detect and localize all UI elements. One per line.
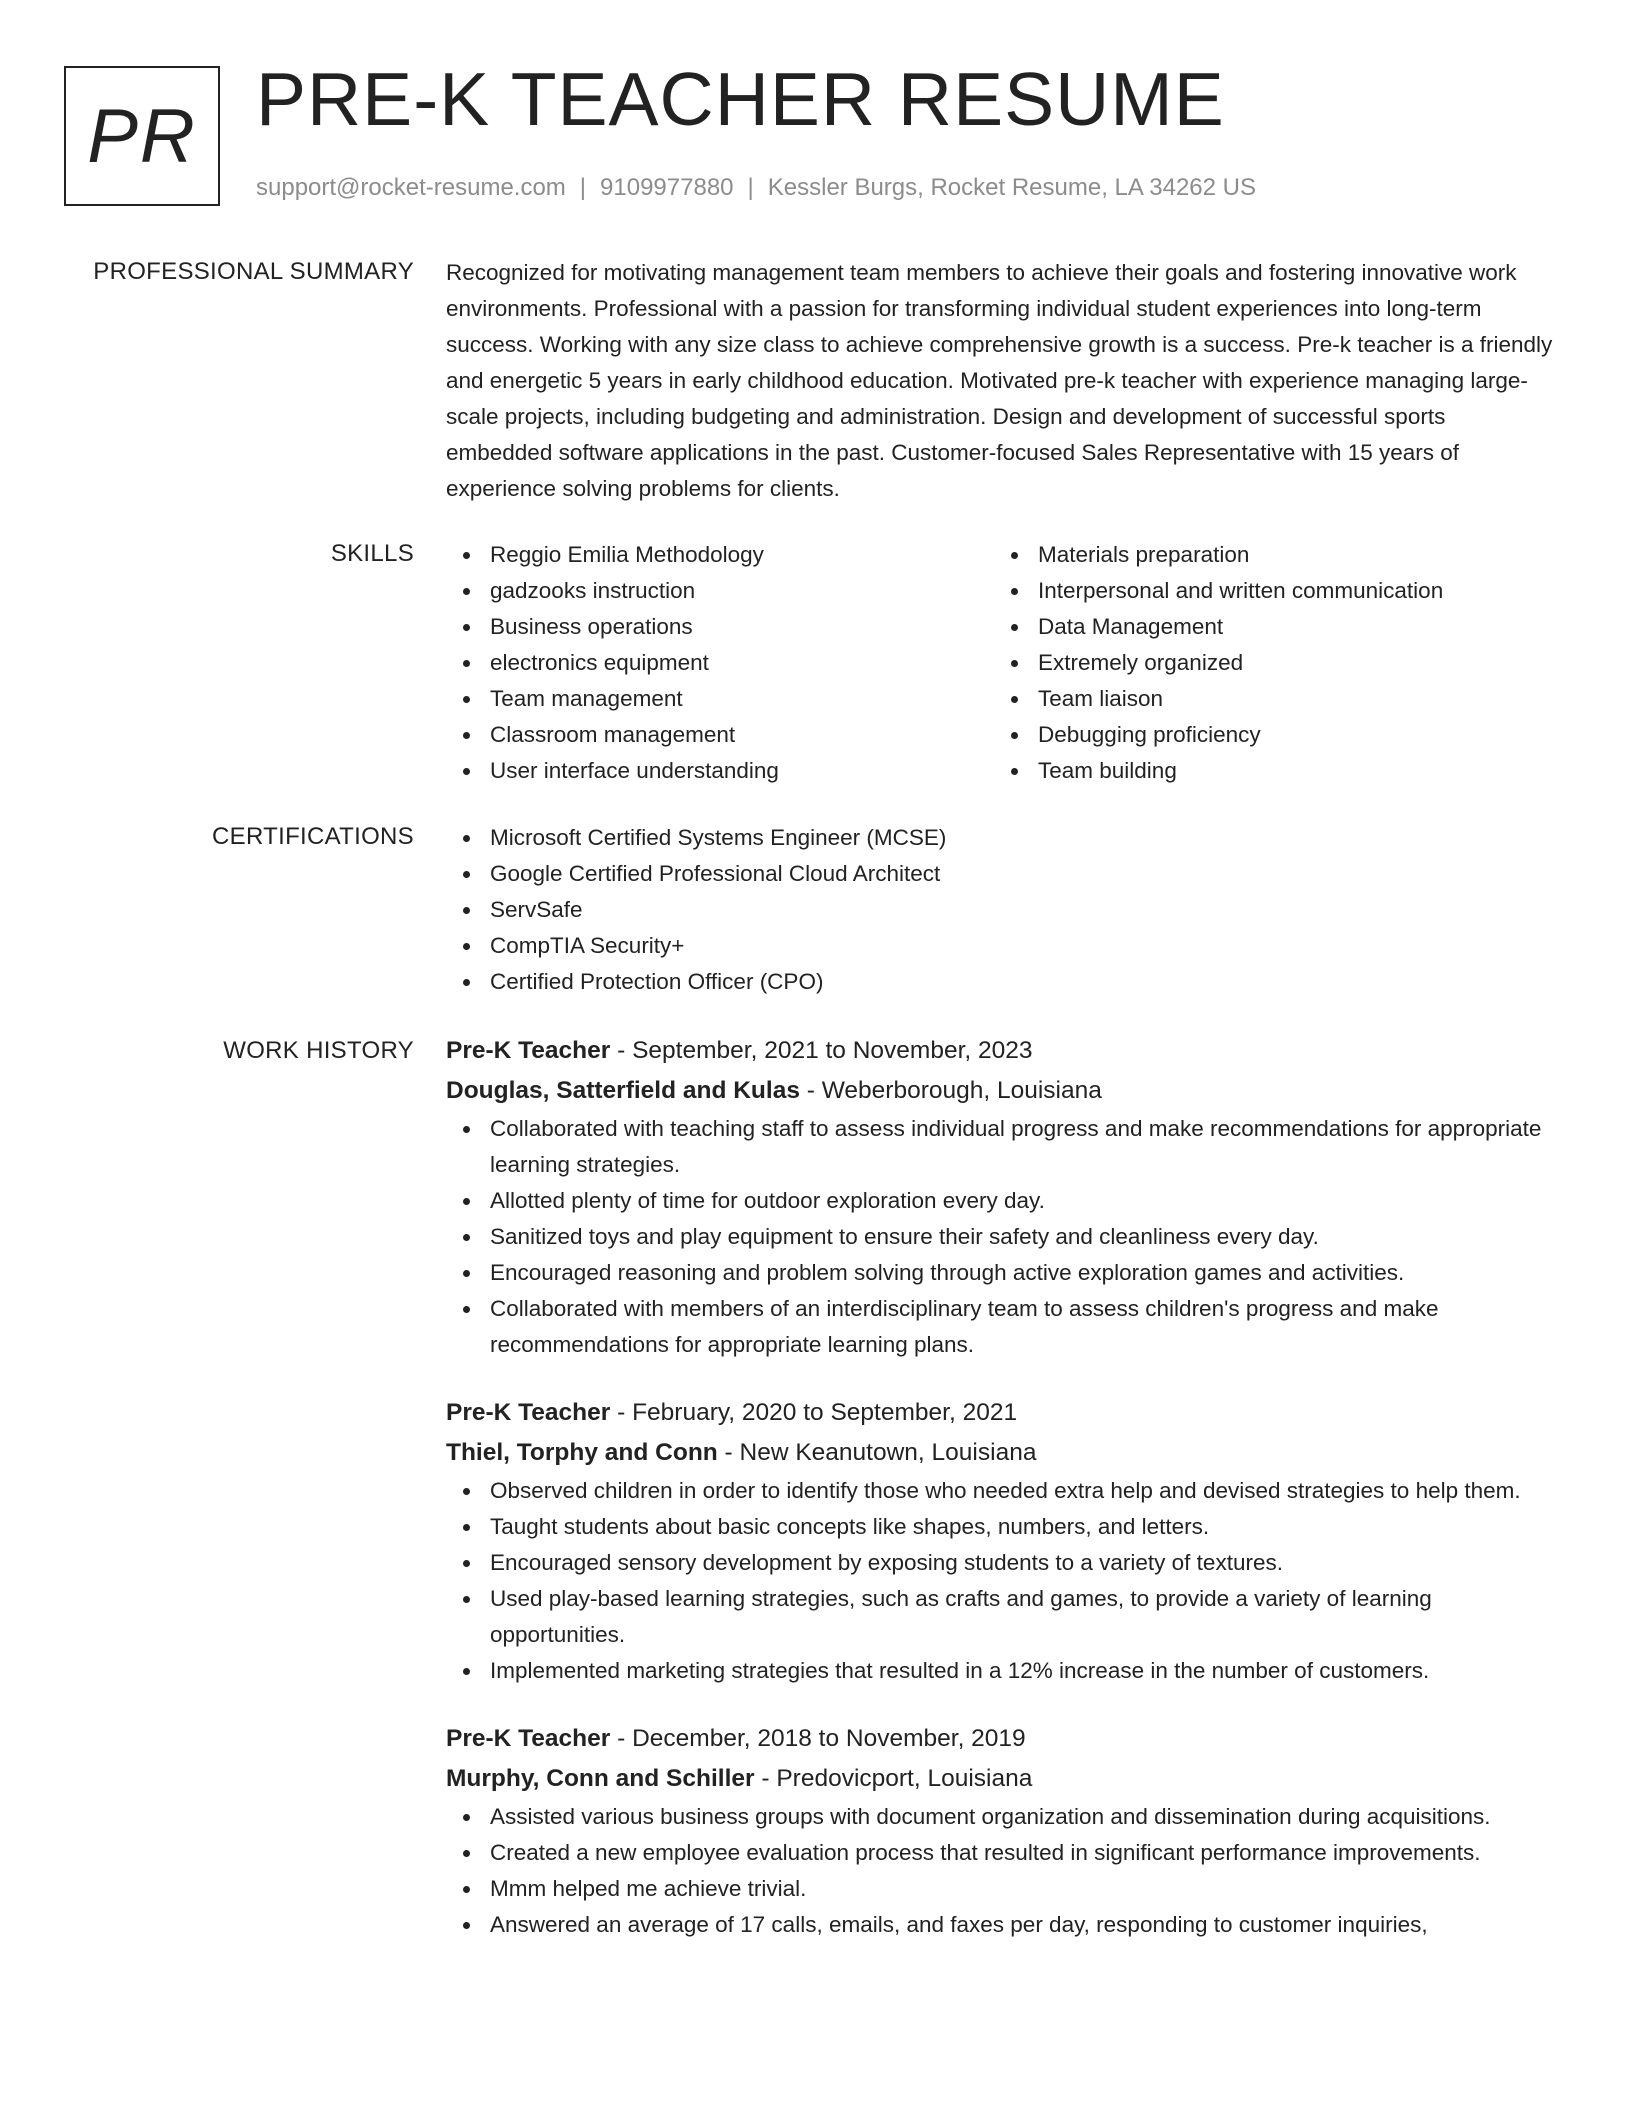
skills-list-left (446, 537, 994, 789)
skills-label: SKILLS (330, 540, 414, 567)
job-title: Pre-K Teacher (446, 1037, 611, 1064)
job-location: - Weberborough, Louisiana (799, 1077, 1102, 1104)
work-history-label: WORK HISTORY (223, 1037, 414, 1064)
job-bullets (446, 1111, 1556, 1363)
job-company: Thiel, Torphy and Conn (446, 1439, 718, 1466)
skill-item: Classroom management (446, 717, 994, 753)
job-entry (446, 1719, 1556, 1943)
job-bullet: Observed children in order to identify those who needed extra help and devised strategies to help them. (446, 1473, 1556, 1509)
certifications-label: CERTIFICATIONS (212, 823, 414, 850)
job-bullet: Encouraged sensory development by exposing students to a variety of textures. (446, 1545, 1556, 1581)
job-bullet: Answered an average of 17 calls, emails, and faxes per day, responding to customer inquiries, (446, 1907, 1556, 1943)
skill-item: gadzooks instruction (446, 573, 994, 609)
skill-item: Team liaison (994, 681, 1542, 717)
certification-item: Certified Protection Officer (CPO) (446, 964, 1556, 1000)
job-bullet: Used play-based learning strategies, such as crafts and games, to provide a variety of learning opportunities. (446, 1581, 1556, 1653)
job-bullet: Sanitized toys and play equipment to ensure their safety and cleanliness every day. (446, 1219, 1556, 1255)
job-bullet: Encouraged reasoning and problem solving through active exploration games and activities. (446, 1255, 1556, 1291)
job-company: Douglas, Satterfield and Kulas (446, 1077, 800, 1104)
job-bullet: Created a new employee evaluation process that resulted in significant performance improvements. (446, 1835, 1556, 1871)
resume-title: PRE-K TEACHER RESUME (256, 57, 1225, 141)
skills-body (446, 540, 1556, 789)
job-company-line (446, 1071, 1556, 1111)
contact-line (256, 174, 1256, 202)
summary-label: PROFESSIONAL SUMMARY (93, 258, 414, 285)
job-entry (446, 1031, 1556, 1363)
certification-item: CompTIA Security+ (446, 928, 1556, 964)
skill-item: Materials preparation (994, 537, 1542, 573)
job-title-line (446, 1031, 1556, 1071)
job-title: Pre-K Teacher (446, 1725, 611, 1752)
monogram-logo: PR (64, 66, 220, 206)
job-bullet: Allotted plenty of time for outdoor exploration every day. (446, 1183, 1556, 1219)
job-bullet: Collaborated with members of an interdisciplinary team to assess children's progress and make recommendations for appropriate learning plans. (446, 1291, 1556, 1363)
contact-separator: | (579, 174, 587, 201)
summary-body (446, 258, 1556, 507)
job-location: - New Keanutown, Louisiana (717, 1439, 1037, 1466)
job-bullet: Collaborated with teaching staff to assess individual progress and make recommendations for appropriate learning strategies. (446, 1111, 1556, 1183)
skill-item: Team management (446, 681, 994, 717)
job-bullet: Taught students about basic concepts like shapes, numbers, and letters. (446, 1509, 1556, 1545)
job-company-line (446, 1433, 1556, 1473)
certification-item: Google Certified Professional Cloud Architect (446, 856, 1556, 892)
job-dates: - February, 2020 to September, 2021 (610, 1399, 1018, 1426)
job-entry (446, 1393, 1556, 1689)
job-bullet: Mmm helped me achieve trivial. (446, 1871, 1556, 1907)
job-location: - Predovicport, Louisiana (754, 1765, 1033, 1792)
certification-item: ServSafe (446, 892, 1556, 928)
skill-item: Data Management (994, 609, 1542, 645)
certifications-body (446, 823, 1556, 1000)
skill-item: Business operations (446, 609, 994, 645)
skill-item: User interface understanding (446, 753, 994, 789)
skill-item: Interpersonal and written communication (994, 573, 1542, 609)
job-title-line (446, 1719, 1556, 1759)
contact-email: support@rocket-resume.com (256, 174, 566, 201)
job-bullets (446, 1473, 1556, 1689)
job-company-line (446, 1759, 1556, 1799)
job-title-line (446, 1393, 1556, 1433)
job-dates: - December, 2018 to November, 2019 (610, 1725, 1026, 1752)
job-title: Pre-K Teacher (446, 1399, 611, 1426)
contact-address: Kessler Burgs, Rocket Resume, LA 34262 US (767, 174, 1256, 201)
summary-text: Recognized for motivating management team members to achieve their goals and fostering innovative work environments. Professional with a passion for transforming individual student experiences into long-term success. Working with any size class to achieve comprehensive growth is a success. Pre-k teacher is a friendly and energetic 5 years in early childhood education. Motivated pre-k teacher with experience managing large-scale projects, including budgeting and administration. Design and development of successful sports embedded software applications in the past. Customer-focused Sales Representative with 15 years of experience solving problems for clients. (446, 260, 1553, 501)
job-dates: - September, 2021 to November, 2023 (610, 1037, 1033, 1064)
certification-item: Microsoft Certified Systems Engineer (MCSE) (446, 820, 1556, 856)
contact-phone: 9109977880 (600, 174, 734, 201)
skill-item: Extremely organized (994, 645, 1542, 681)
skills-list-right (994, 537, 1542, 789)
contact-separator: | (747, 174, 754, 201)
skill-item: Team building (994, 753, 1542, 789)
skill-item: Reggio Emilia Methodology (446, 537, 994, 573)
job-bullet: Assisted various business groups with document organization and dissemination during acquisitions. (446, 1799, 1556, 1835)
certifications-list (446, 820, 1556, 1000)
work-history-body (446, 1031, 1556, 1961)
job-company: Murphy, Conn and Schiller (446, 1765, 755, 1792)
skill-item: Debugging proficiency (994, 717, 1542, 753)
job-bullet: Implemented marketing strategies that resulted in a 12% increase in the number of customers. (446, 1653, 1556, 1689)
skill-item: electronics equipment (446, 645, 994, 681)
job-bullets (446, 1799, 1556, 1943)
